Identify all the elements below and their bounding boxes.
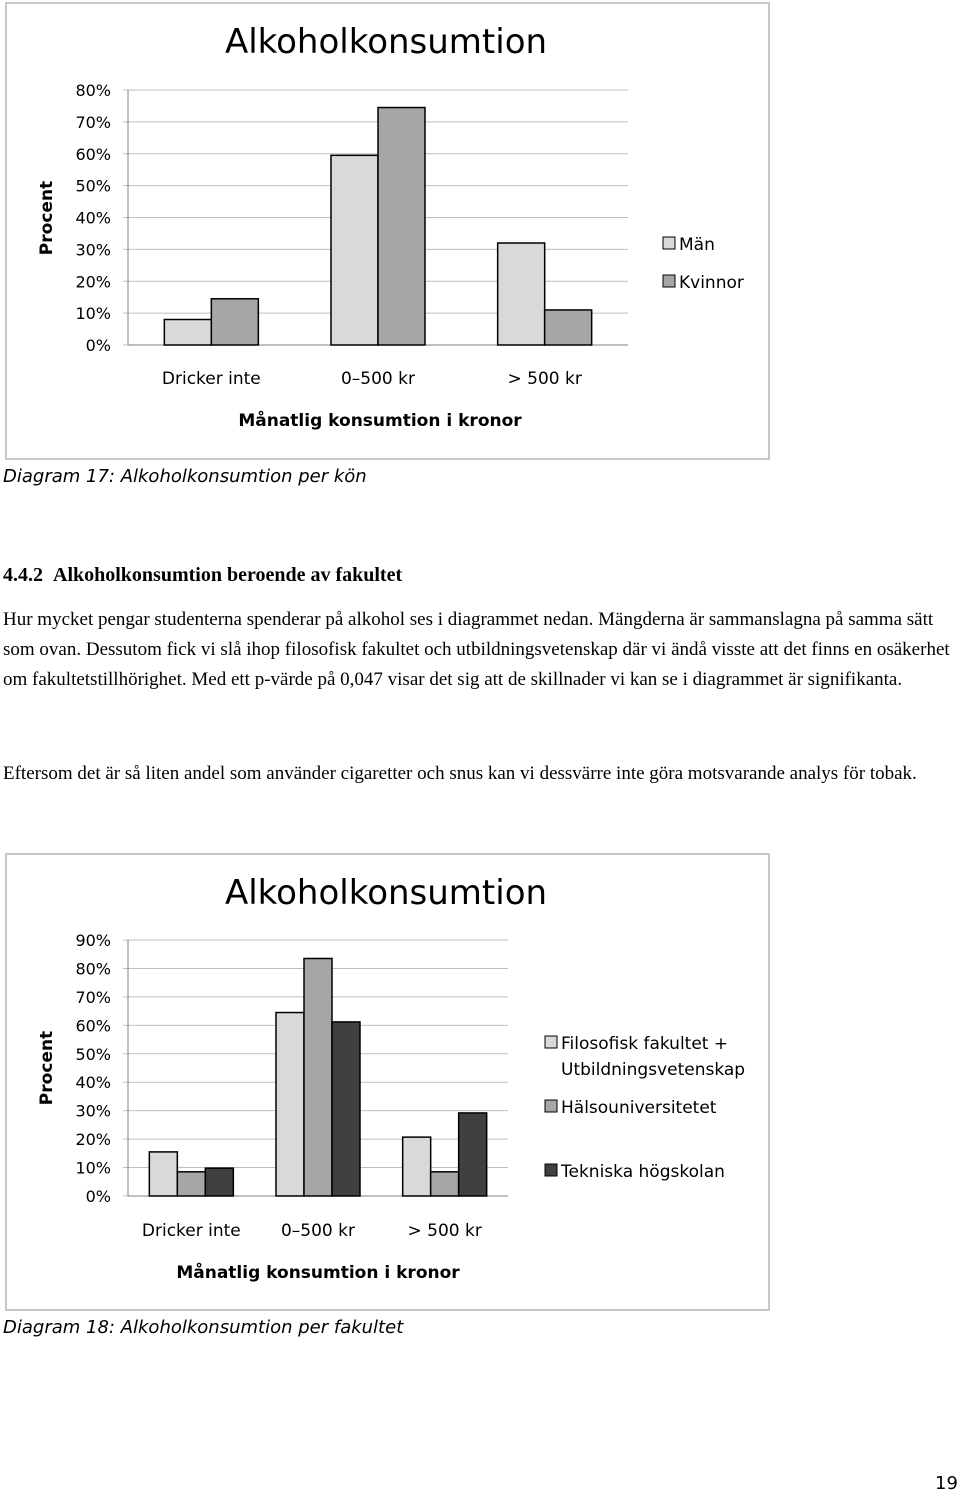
chart-1-legend-label: Kvinnor (679, 273, 744, 293)
chart-2-x-tick-label: Dricker inte (141, 1221, 241, 1241)
chart-1-title: Alkoholkonsumtion (224, 22, 548, 62)
page-number: 19 (935, 1473, 958, 1494)
chart-2-bar (149, 1152, 177, 1196)
chart-1-y-tick-label: 0% (85, 336, 111, 355)
chart-1-x-tick-label: > 500 kr (507, 369, 582, 389)
chart-2-caption: Diagram 18: Alkoholkonsumtion per fakultet (3, 1317, 404, 1338)
chart-2-title: Alkoholkonsumtion (224, 873, 548, 913)
chart-2-y-axis-label: Procent (37, 1030, 57, 1106)
chart-1-legend-label: Män (679, 235, 715, 255)
chart-2-y-tick-label: 80% (75, 959, 111, 979)
section-title: Alkoholkonsumtion beroende av fakultet (53, 564, 403, 586)
chart-2-bar (205, 1168, 233, 1196)
chart-2-bar (403, 1137, 431, 1196)
chart-1-y-tick-label: 70% (75, 112, 111, 132)
chart-2-y-tick-label: 60% (75, 1016, 111, 1036)
body-paragraph-2: Eftersom det är så liten andel som använder cigaretter och snus kan vi dessvärre inte göra motsvarande analys för tobak. (3, 763, 917, 784)
chart-2-legend-label: Filosofisk fakultet + Utbildningsvetenskap (561, 1034, 746, 1080)
chart-1-x-tick-label: Dricker inte (161, 369, 261, 389)
chart-2-y-tick-label: 70% (75, 987, 111, 1007)
chart-1-y-tick-label: 10% (75, 304, 111, 324)
chart-2-y-tick-label: 20% (75, 1130, 111, 1150)
chart-2-legend-label: Hälsouniversitetet (561, 1098, 717, 1118)
chart-1-y-axis-label: Procent (37, 180, 57, 256)
chart-1-y-tick-label: 80% (75, 81, 111, 100)
chart-2-y-tick-label: 10% (75, 1158, 111, 1178)
chart-2-bar (459, 1113, 487, 1196)
chart-1-y-tick-label: 30% (75, 240, 111, 260)
chart-1-x-axis-label: Månatlig konsumtion i kronor (238, 411, 522, 431)
chart-2-x-tick-label: 0–500 kr (280, 1221, 356, 1241)
chart-2-y-tick-label: 30% (75, 1101, 111, 1121)
chart-2-legend-swatch (545, 1164, 557, 1176)
chart-1-y-tick-label: 60% (75, 144, 111, 164)
chart-2-legend-label: Tekniska högskolan (561, 1162, 725, 1182)
chart-1-caption: Diagram 17: Alkoholkonsumtion per kön (3, 466, 367, 487)
chart-2-bar (177, 1172, 205, 1196)
chart-2-legend-swatch (545, 1100, 557, 1112)
chart-1-y-tick-label: 50% (75, 176, 111, 196)
chart-2-bar (431, 1172, 459, 1196)
chart-2-x-tick-label: > 500 kr (407, 1221, 482, 1241)
chart-2-y-tick-label: 50% (75, 1044, 111, 1064)
chart-1-y-tick-label: 20% (75, 272, 111, 292)
chart-1-y-tick-label: 40% (75, 208, 111, 228)
chart-2-bar (332, 1022, 360, 1196)
chart-2-x-axis-label: Månatlig konsumtion i kronor (176, 1263, 460, 1283)
chart-2-y-tick-label: 90% (75, 931, 111, 950)
chart-1-x-tick-label: 0–500 kr (340, 369, 416, 389)
chart-2-y-tick-label: 0% (85, 1187, 111, 1206)
chart-2-y-tick-label: 40% (75, 1073, 111, 1093)
chart-2-bar (276, 1013, 304, 1196)
chart-2-legend-swatch (545, 1036, 557, 1048)
section-number: 4.4.2 (3, 564, 43, 586)
chart-2-bar (304, 958, 332, 1196)
body-paragraph-1: Hur mycket pengar studenterna spenderar på alkohol ses i diagrammet nedan. Mängderna är sammanslagna på samma sätt som ovan. Dessutom fick vi slå ihop filosofisk fakultet och utbildningsvetenskap där vi ändå visste att det finns en osäkerhet om fakultetstillhörighet. Med ett p-värde på 0,047 visar det sig att de skillnader vi kan se i diagrammet är signifikanta. (3, 609, 950, 690)
